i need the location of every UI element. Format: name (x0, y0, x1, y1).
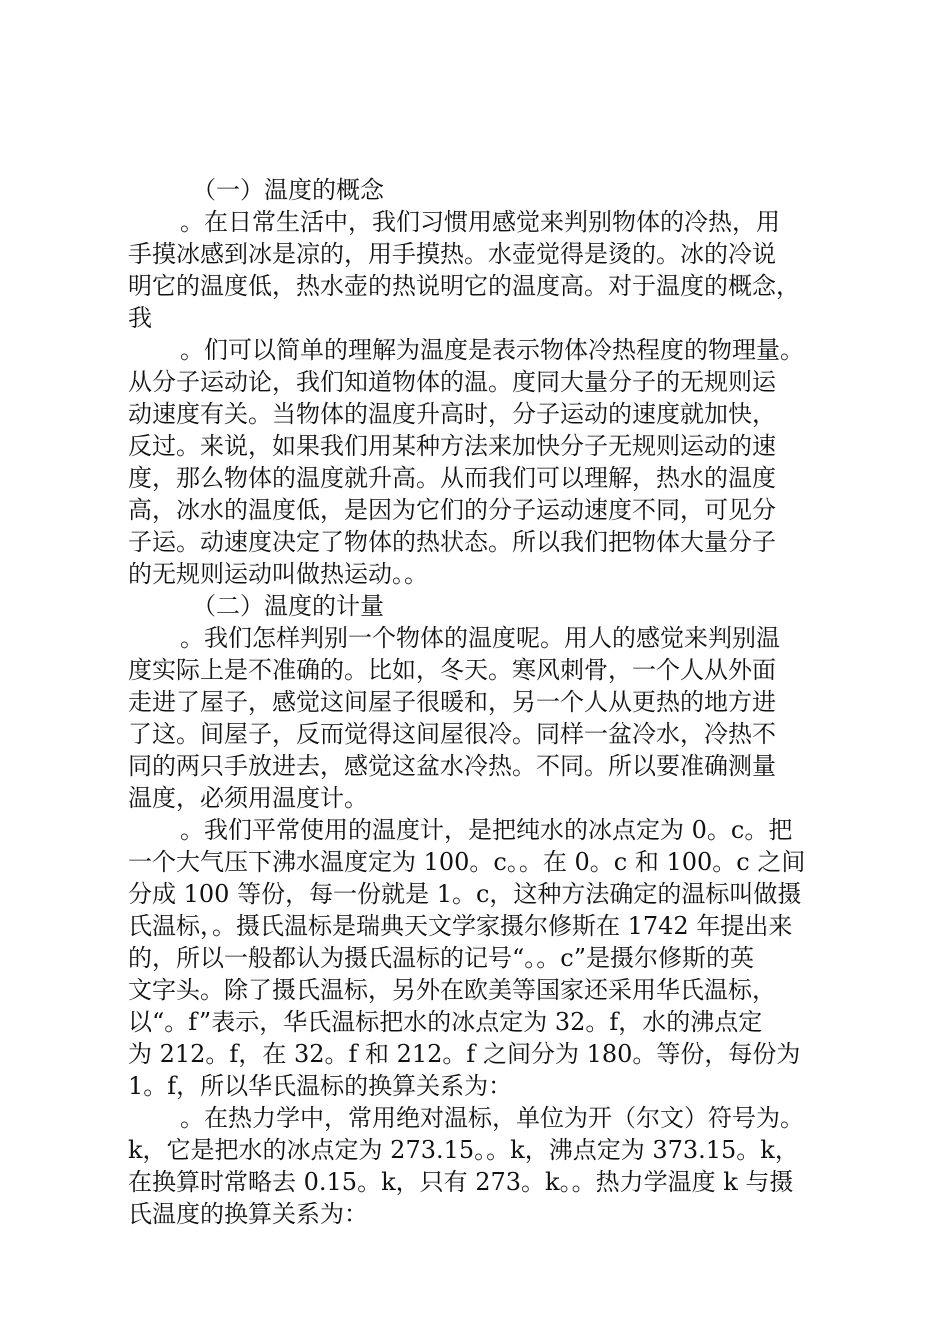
paragraph-line: 手摸冰感到冰是凉的，用手摸热。水壶觉得是烫的。冰的冷说 (128, 240, 776, 268)
paragraph-line: 为 212。f，在 32。f 和 212。f 之间分为 180。等份，每份为 (128, 1040, 801, 1068)
paragraph-line: 。我们平常使用的温度计，是把纯水的冰点定为 0。c。把 (180, 816, 793, 844)
paragraph-line: 度实际上是不准确的。比如，冬天。寒风刺骨，一个人从外面 (128, 656, 776, 684)
paragraph-line: 。在热力学中，常用绝对温标，单位为开（尔文）符号为。 (180, 1104, 804, 1132)
paragraph-line: 。我们怎样判别一个物体的温度呢。用人的感觉来判别温 (180, 624, 780, 652)
paragraph-line: 同的两只手放进去，感觉这盆水冷热。不同。所以要准确测量 (128, 752, 776, 780)
paragraph-line: 文字头。除了摄氏温标，另外在欧美等国家还采用华氏温标， (128, 976, 776, 1004)
paragraph-line: 从分子运动论，我们知道物体的温。度同大量分子的无规则运 (128, 368, 776, 396)
paragraph-line: 走进了屋子，感觉这间屋子很暖和，另一个人从更热的地方进 (128, 688, 776, 716)
paragraph-line: 子运。动速度决定了物体的热状态。所以我们把物体大量分子 (128, 528, 776, 556)
paragraph-line: 反过。来说，如果我们用某种方法来加快分子无规则运动的速 (128, 432, 776, 460)
document-body (128, 174, 848, 1230)
section-heading-temperature-concept: （一）温度的概念 (192, 176, 384, 204)
paragraph-line: 分成 100 等份，每一份就是 1。c，这种方法确定的温标叫做摄 (128, 880, 802, 908)
paragraph-line: 以“。f”表示，华氏温标把水的冰点定为 32。f，水的沸点定 (128, 1008, 763, 1036)
paragraph-line: 温度，必须用温度计。 (128, 784, 368, 812)
paragraph-line: 高，冰水的温度低，是因为它们的分子运动速度不同，可见分 (128, 496, 776, 524)
paragraph-line: 一个大气压下沸水温度定为 100。c。。在 0。c 和 100。c 之间 (128, 848, 806, 876)
paragraph-line: 的，所以一般都认为摄氏温标的记号“。。c”是摄尔修斯的英 (128, 944, 754, 972)
paragraph-line: 。们可以简单的理解为温度是表示物体冷热程度的物理量。 (180, 336, 804, 364)
paragraph-line: 1。f，所以华氏温标的换算关系为： (128, 1072, 513, 1100)
paragraph-line: 动速度有关。当物体的温度升高时，分子运动的速度就加快， (128, 400, 776, 428)
paragraph-line: 氏温度的换算关系为： (128, 1200, 368, 1228)
paragraph-line: 氏温标，。摄氏温标是瑞典天文学家摄尔修斯在 1742 年提出来 (128, 912, 793, 940)
paragraph-line: 度，那么物体的温度就升高。从而我们可以理解，热水的温度 (128, 464, 776, 492)
paragraph-line: k，它是把水的冰点定为 273.15。。k，沸点定为 373.15。k， (128, 1136, 799, 1164)
paragraph-line: 。在日常生活中，我们习惯用感觉来判别物体的冷热，用 (180, 208, 780, 236)
paragraph-line: 我 (128, 304, 152, 332)
section-heading-temperature-measurement: （二）温度的计量 (192, 592, 384, 620)
paragraph-line: 了这。间屋子，反而觉得这间屋很冷。同样一盆冷水，冷热不 (128, 720, 776, 748)
paragraph-line: 的无规则运动叫做热运动。。 (128, 560, 428, 588)
paragraph-line: 在换算时常略去 0.15。k，只有 273。k。。热力学温度 k 与摄 (128, 1168, 794, 1196)
paragraph-line: 明它的温度低，热水壶的热说明它的温度高。对于温度的概念， (128, 272, 800, 300)
